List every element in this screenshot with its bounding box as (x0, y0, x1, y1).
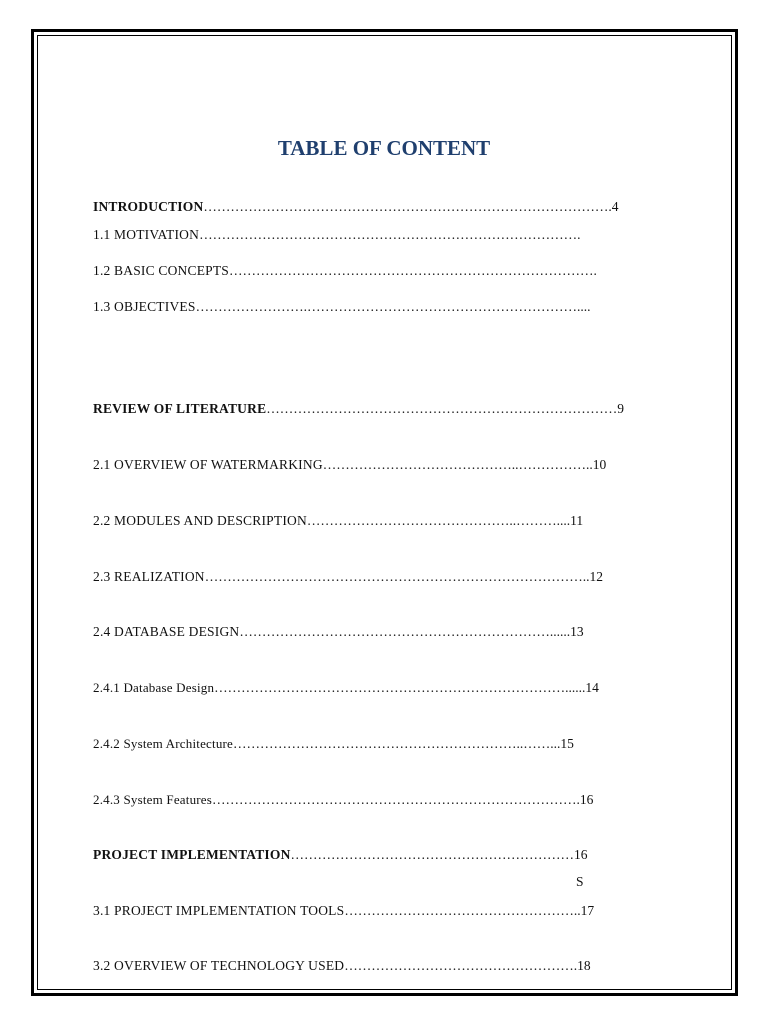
toc-entry-label: 1.2 BASIC CONCEPTS (93, 263, 230, 278)
toc-entry-leader: ……………………………………..…………….. (322, 457, 593, 472)
toc-entry-page: 11 (570, 513, 584, 528)
toc-entry-page: 18 (577, 958, 591, 973)
toc-entry-label: 2.4.2 System Architecture (93, 736, 234, 751)
toc-entry-motivation (93, 227, 580, 243)
toc-entry-leader: ………………………………………………………………………. (229, 263, 597, 278)
toc-entry-label: 2.4.1 Database Design (93, 680, 215, 695)
toc-entry-database-design-sub (93, 680, 599, 696)
toc-entry-label: PROJECT IMPLEMENTATION (93, 847, 291, 862)
toc-entry-leader: …………………………………………………………………………. (199, 227, 581, 242)
toc-entry-technology-used (93, 958, 591, 974)
toc-entry-label: 2.4.3 System Features (93, 792, 213, 807)
toc-entry-project-implementation (93, 847, 588, 863)
toc-title: TABLE OF CONTENT (277, 136, 491, 160)
toc-entry-overview-watermarking (93, 457, 606, 473)
toc-entry-label: REVIEW OF LITERATURE (93, 401, 267, 416)
toc-entry-label: 2.3 REALIZATION (93, 569, 205, 584)
toc-entry-label: INTRODUCTION (93, 199, 204, 214)
toc-entry-page: 17 (580, 903, 595, 918)
toc-entry-database-design (93, 624, 584, 640)
toc-entry-label: 2.2 MODULES AND DESCRIPTION (93, 513, 307, 528)
toc-entry-leader: ………………………………………………………………………………. (203, 199, 612, 214)
toc-entry-leader: ………………………………………………………..……... (233, 736, 561, 751)
toc-entry-page: 14 (585, 680, 599, 695)
toc-entry-realization (93, 569, 603, 585)
toc-entry-page: 16 (574, 847, 588, 862)
toc-entry-leader: …………………………………………….. (344, 903, 581, 918)
toc-entry-page: 4 (611, 199, 619, 214)
toc-entry-leader: ……………………………………………………………...... (239, 624, 571, 639)
toc-entry-implementation-tools (93, 903, 594, 919)
toc-entry-system-architecture (93, 736, 574, 752)
toc-entry-label: 1.1 MOTIVATION (93, 227, 200, 242)
toc-entry-page: 13 (570, 624, 584, 639)
toc-entry-page: 10 (592, 457, 607, 472)
toc-entry-label: 1.3 OBJECTIVES (93, 299, 196, 314)
toc-entry-review-of-literature (93, 401, 624, 417)
toc-entry-leader: ……………………………………………………… (290, 847, 575, 862)
toc-entry-label: 3.2 OVERVIEW OF TECHNOLOGY USED (93, 958, 345, 973)
toc-entry-leader: ………………………………………………………………………….. (204, 569, 590, 584)
toc-entry-page: 16 (579, 792, 594, 807)
toc-entry-modules-description (93, 513, 583, 529)
toc-entry-page: 12 (589, 569, 603, 584)
toc-entry-leader: …………………………………………………………………… (266, 401, 618, 416)
toc-entry-introduction (93, 199, 619, 215)
toc-entry-leader: ……………………………………………. (344, 958, 578, 973)
toc-entry-page: 9 (617, 401, 625, 416)
toc-entry-leader: ………………………………………..……….... (306, 513, 571, 528)
toc-entry-system-features (93, 792, 593, 808)
toc-entry-basic-concepts (93, 263, 597, 279)
toc-entry-label: 2.4 DATABASE DESIGN (93, 624, 240, 639)
toc-entry-label: 2.1 OVERVIEW OF WATERMARKING (93, 457, 323, 472)
toc-entry-objectives (93, 299, 590, 315)
toc-entry-page: 15 (560, 736, 574, 751)
toc-entry-label: 3.1 PROJECT IMPLEMENTATION TOOLS (93, 903, 345, 918)
toc-entry-leader: …………………….…………………………………………………….... (195, 299, 591, 314)
toc-entry-leader: ……………………………………………………………………...... (214, 680, 586, 695)
toc-entry-leader: ………………………………………………………………………. (212, 792, 580, 807)
stray-character: S (576, 874, 584, 889)
